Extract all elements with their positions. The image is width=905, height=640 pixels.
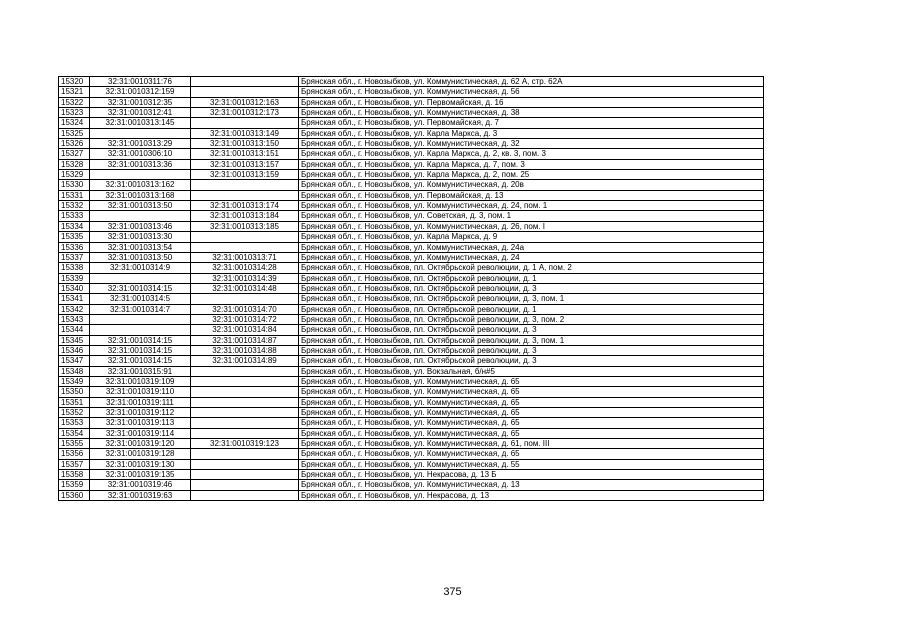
cadastral-number-cell: 32:31:0010312:41 (90, 108, 191, 118)
cadastral-number-cell: 32:31:0010313:162 (90, 180, 191, 190)
cadastral-number-cell: 32:31:0010313:50 (90, 201, 191, 211)
cadastral-number-cell: 32:31:0010314:15 (90, 345, 191, 355)
address-cell: Брянская обл., г. Новозыбков, пл. Октябрьской революции, д. 3 (299, 356, 764, 366)
related-cadastral-number-cell: 32:31:0010313:151 (191, 149, 299, 159)
table-row (59, 459, 764, 469)
address-cell: Брянская обл., г. Новозыбков, ул. Коммунистическая, д. 65 (299, 428, 764, 438)
related-cadastral-number-cell (191, 180, 299, 190)
cadastral-number-cell: 32:31:0010313:168 (90, 190, 191, 200)
row-number-cell: 15348 (59, 366, 90, 376)
table-row (59, 159, 764, 169)
related-cadastral-number-cell: 32:31:0010314:70 (191, 304, 299, 314)
table-row (59, 128, 764, 138)
row-number-cell: 15345 (59, 335, 90, 345)
table-row (59, 314, 764, 324)
address-cell: Брянская обл., г. Новозыбков, ул. Коммунистическая, д. 56 (299, 87, 764, 97)
table-row (59, 439, 764, 449)
table-row (59, 201, 764, 211)
row-number-cell: 15331 (59, 190, 90, 200)
address-cell: Брянская обл., г. Новозыбков, ул. Коммунистическая, д. 55 (299, 459, 764, 469)
related-cadastral-number-cell: 32:31:0010314:39 (191, 273, 299, 283)
address-cell: Брянская обл., г. Новозыбков, ул. Коммунистическая, д. 24а (299, 242, 764, 252)
address-cell: Брянская обл., г. Новозыбков, ул. Карла Маркса, д. 3 (299, 128, 764, 138)
related-cadastral-number-cell (191, 408, 299, 418)
related-cadastral-number-cell (191, 490, 299, 500)
table-row (59, 87, 764, 97)
address-cell: Брянская обл., г. Новозыбков, ул. Коммунистическая, д. 65 (299, 449, 764, 459)
row-number-cell: 15346 (59, 345, 90, 355)
related-cadastral-number-cell: 32:31:0010313:150 (191, 139, 299, 149)
address-cell: Брянская обл., г. Новозыбков, ул. Коммунистическая, д. 38 (299, 108, 764, 118)
address-cell: Брянская обл., г. Новозыбков, ул. Первомайская, д. 13 (299, 190, 764, 200)
cadastral-number-cell: 32:31:0010314:15 (90, 283, 191, 293)
row-number-cell: 15356 (59, 449, 90, 459)
row-number-cell: 15322 (59, 97, 90, 107)
cadastral-number-cell: 32:31:0010319:111 (90, 397, 191, 407)
address-cell: Брянская обл., г. Новозыбков, ул. Коммунистическая, д. 65 (299, 418, 764, 428)
row-number-cell: 15336 (59, 242, 90, 252)
cadastral-number-cell: 32:31:0010319:120 (90, 439, 191, 449)
row-number-cell: 15347 (59, 356, 90, 366)
table-row (59, 387, 764, 397)
related-cadastral-number-cell (191, 387, 299, 397)
address-cell: Брянская обл., г. Новозыбков, пл. Октябрьской революции, д. 3 (299, 325, 764, 335)
cadastral-number-cell: 32:31:0010319:46 (90, 480, 191, 490)
table-row (59, 118, 764, 128)
row-number-cell: 15341 (59, 294, 90, 304)
row-number-cell: 15339 (59, 273, 90, 283)
related-cadastral-number-cell: 32:31:0010313:159 (191, 170, 299, 180)
related-cadastral-number-cell: 32:31:0010314:84 (191, 325, 299, 335)
page-number: 375 (443, 586, 462, 598)
address-cell: Брянская обл., г. Новозыбков, пл. Октябрьской революции, д. 3, пом. 1 (299, 335, 764, 345)
row-number-cell: 15324 (59, 118, 90, 128)
cadastral-number-cell: 32:31:0010319:113 (90, 418, 191, 428)
row-number-cell: 15350 (59, 387, 90, 397)
row-number-cell: 15344 (59, 325, 90, 335)
address-cell: Брянская обл., г. Новозыбков, ул. Коммунистическая, д. 65 (299, 376, 764, 386)
row-number-cell: 15353 (59, 418, 90, 428)
related-cadastral-number-cell (191, 376, 299, 386)
cadastral-number-cell: 32:31:0010313:29 (90, 139, 191, 149)
table-row (59, 304, 764, 314)
address-cell: Брянская обл., г. Новозыбков, ул. Коммунистическая, д. 61, пом. III (299, 439, 764, 449)
cadastral-number-cell (90, 211, 191, 221)
table-row (59, 376, 764, 386)
row-number-cell: 15354 (59, 428, 90, 438)
table-row (59, 232, 764, 242)
related-cadastral-number-cell: 32:31:0010313:184 (191, 211, 299, 221)
cadastral-number-cell: 32:31:0010314:7 (90, 304, 191, 314)
row-number-cell: 15333 (59, 211, 90, 221)
address-cell: Брянская обл., г. Новозыбков, ул. Коммунистическая, д. 32 (299, 139, 764, 149)
table-row (59, 428, 764, 438)
row-number-cell: 15337 (59, 252, 90, 262)
row-number-cell: 15326 (59, 139, 90, 149)
table-row (59, 77, 764, 87)
table-row (59, 97, 764, 107)
address-cell: Брянская обл., г. Новозыбков, ул. Некрасова, д. 13 Б (299, 470, 764, 480)
related-cadastral-number-cell: 32:31:0010313:149 (191, 128, 299, 138)
row-number-cell: 15359 (59, 480, 90, 490)
table-row (59, 190, 764, 200)
address-cell: Брянская обл., г. Новозыбков, ул. Карла Маркса, д. 2, пом. 25 (299, 170, 764, 180)
row-number-cell: 15325 (59, 128, 90, 138)
row-number-cell: 15349 (59, 376, 90, 386)
address-cell: Брянская обл., г. Новозыбков, ул. Коммунистическая, д. 65 (299, 387, 764, 397)
related-cadastral-number-cell (191, 459, 299, 469)
table-row (59, 170, 764, 180)
address-cell: Брянская обл., г. Новозыбков, ул. Карла Маркса, д. 9 (299, 232, 764, 242)
related-cadastral-number-cell (191, 470, 299, 480)
cadastral-number-cell: 32:31:0010319:112 (90, 408, 191, 418)
cadastral-number-cell: 32:31:0010311:76 (90, 77, 191, 87)
related-cadastral-number-cell (191, 366, 299, 376)
address-cell: Брянская обл., г. Новозыбков, пл. Октябрьской революции, д. 1 (299, 273, 764, 283)
row-number-cell: 15329 (59, 170, 90, 180)
address-cell: Брянская обл., г. Новозыбков, ул. Коммунистическая, д. 62 А, стр. 62А (299, 77, 764, 87)
address-cell: Брянская обл., г. Новозыбков, ул. Коммунистическая, д. 20в (299, 180, 764, 190)
table-row (59, 397, 764, 407)
cadastral-number-cell: 32:31:0010314:15 (90, 356, 191, 366)
row-number-cell: 15320 (59, 77, 90, 87)
row-number-cell: 15351 (59, 397, 90, 407)
related-cadastral-number-cell (191, 480, 299, 490)
cadastral-number-cell (90, 325, 191, 335)
table-body (59, 77, 764, 501)
address-cell: Брянская обл., г. Новозыбков, ул. Первомайская, д. 7 (299, 118, 764, 128)
table-row (59, 356, 764, 366)
related-cadastral-number-cell (191, 418, 299, 428)
row-number-cell: 15335 (59, 232, 90, 242)
address-cell: Брянская обл., г. Новозыбков, ул. Коммунистическая, д. 26, пом. I (299, 221, 764, 231)
cadastral-number-cell: 32:31:0010313:50 (90, 252, 191, 262)
table-row (59, 242, 764, 252)
cadastral-number-cell: 32:31:0010313:46 (90, 221, 191, 231)
related-cadastral-number-cell: 32:31:0010314:87 (191, 335, 299, 345)
row-number-cell: 15323 (59, 108, 90, 118)
address-cell: Брянская обл., г. Новозыбков, ул. Вокзальная, б/н#5 (299, 366, 764, 376)
row-number-cell: 15327 (59, 149, 90, 159)
related-cadastral-number-cell: 32:31:0010312:163 (191, 97, 299, 107)
address-cell: Брянская обл., г. Новозыбков, ул. Карла Маркса, д. 2, кв. 3, пом. 3 (299, 149, 764, 159)
cadastral-number-cell: 32:31:0010313:145 (90, 118, 191, 128)
table-row (59, 480, 764, 490)
row-number-cell: 15358 (59, 470, 90, 480)
table-row (59, 283, 764, 293)
related-cadastral-number-cell (191, 294, 299, 304)
address-cell: Брянская обл., г. Новозыбков, ул. Некрасова, д. 13 (299, 490, 764, 500)
related-cadastral-number-cell: 32:31:0010313:174 (191, 201, 299, 211)
address-cell: Брянская обл., г. Новозыбков, пл. Октябрьской революции, д. 1 (299, 304, 764, 314)
row-number-cell: 15355 (59, 439, 90, 449)
cadastral-number-cell: 32:31:0010306:10 (90, 149, 191, 159)
related-cadastral-number-cell (191, 118, 299, 128)
related-cadastral-number-cell: 32:31:0010313:185 (191, 221, 299, 231)
cadastral-number-cell: 32:31:0010314:5 (90, 294, 191, 304)
address-cell: Брянская обл., г. Новозыбков, ул. Первомайская, д. 16 (299, 97, 764, 107)
address-cell: Брянская обл., г. Новозыбков, пл. Октябрьской революции, д. 3, пом. 1 (299, 294, 764, 304)
cadastral-number-cell: 32:31:0010319:130 (90, 459, 191, 469)
cadastral-number-cell: 32:31:0010313:30 (90, 232, 191, 242)
table-row (59, 273, 764, 283)
related-cadastral-number-cell: 32:31:0010313:157 (191, 159, 299, 169)
table-row (59, 252, 764, 262)
table-row (59, 149, 764, 159)
cadastral-table (58, 76, 764, 501)
address-cell: Брянская обл., г. Новозыбков, ул. Коммунистическая, д. 24, пом. 1 (299, 201, 764, 211)
table-row (59, 180, 764, 190)
row-number-cell: 15321 (59, 87, 90, 97)
related-cadastral-number-cell: 32:31:0010314:48 (191, 283, 299, 293)
table-row (59, 221, 764, 231)
cadastral-number-cell: 32:31:0010319:128 (90, 449, 191, 459)
row-number-cell: 15330 (59, 180, 90, 190)
address-cell: Брянская обл., г. Новозыбков, пл. Октябрьской революции, д. 1 А, пом. 2 (299, 263, 764, 273)
related-cadastral-number-cell (191, 232, 299, 242)
address-cell: Брянская обл., г. Новозыбков, ул. Советская, д. 3, пом. 1 (299, 211, 764, 221)
cadastral-number-cell (90, 128, 191, 138)
row-number-cell: 15332 (59, 201, 90, 211)
address-cell: Брянская обл., г. Новозыбков, ул. Коммунистическая, д. 65 (299, 397, 764, 407)
related-cadastral-number-cell (191, 428, 299, 438)
related-cadastral-number-cell (191, 190, 299, 200)
cadastral-number-cell: 32:31:0010313:36 (90, 159, 191, 169)
related-cadastral-number-cell: 32:31:0010314:72 (191, 314, 299, 324)
address-cell: Брянская обл., г. Новозыбков, пл. Октябрьской революции, д. 3 (299, 345, 764, 355)
cadastral-number-cell: 32:31:0010312:159 (90, 87, 191, 97)
cadastral-number-cell: 32:31:0010319:135 (90, 470, 191, 480)
row-number-cell: 15338 (59, 263, 90, 273)
table-row (59, 211, 764, 221)
cadastral-number-cell: 32:31:0010319:110 (90, 387, 191, 397)
table-row (59, 490, 764, 500)
related-cadastral-number-cell: 32:31:0010314:28 (191, 263, 299, 273)
address-cell: Брянская обл., г. Новозыбков, ул. Карла Маркса, д. 7, пом. 3 (299, 159, 764, 169)
row-number-cell: 15328 (59, 159, 90, 169)
table-row (59, 449, 764, 459)
cadastral-number-cell (90, 170, 191, 180)
cadastral-number-cell (90, 273, 191, 283)
related-cadastral-number-cell (191, 449, 299, 459)
address-cell: Брянская обл., г. Новозыбков, ул. Коммунистическая, д. 13 (299, 480, 764, 490)
cadastral-number-cell: 32:31:0010314:9 (90, 263, 191, 273)
table-row (59, 470, 764, 480)
row-number-cell: 15340 (59, 283, 90, 293)
table-row (59, 418, 764, 428)
row-number-cell: 15343 (59, 314, 90, 324)
cadastral-number-cell: 32:31:0010319:63 (90, 490, 191, 500)
cadastral-number-cell: 32:31:0010313:54 (90, 242, 191, 252)
related-cadastral-number-cell (191, 242, 299, 252)
related-cadastral-number-cell (191, 77, 299, 87)
table-row (59, 408, 764, 418)
table-row (59, 335, 764, 345)
address-cell: Брянская обл., г. Новозыбков, ул. Коммунистическая, д. 24 (299, 252, 764, 262)
related-cadastral-number-cell (191, 397, 299, 407)
table-row (59, 263, 764, 273)
related-cadastral-number-cell: 32:31:0010312:173 (191, 108, 299, 118)
table-row (59, 294, 764, 304)
row-number-cell: 15342 (59, 304, 90, 314)
address-cell: Брянская обл., г. Новозыбков, ул. Коммунистическая, д. 65 (299, 408, 764, 418)
row-number-cell: 15352 (59, 408, 90, 418)
address-cell: Брянская обл., г. Новозыбков, пл. Октябрьской революции, д. 3, пом. 2 (299, 314, 764, 324)
row-number-cell: 15360 (59, 490, 90, 500)
row-number-cell: 15357 (59, 459, 90, 469)
related-cadastral-number-cell: 32:31:0010314:88 (191, 345, 299, 355)
table-row (59, 108, 764, 118)
cadastral-number-cell: 32:31:0010319:114 (90, 428, 191, 438)
related-cadastral-number-cell: 32:31:0010314:89 (191, 356, 299, 366)
row-number-cell: 15334 (59, 221, 90, 231)
cadastral-number-cell: 32:31:0010315:91 (90, 366, 191, 376)
table-row (59, 345, 764, 355)
related-cadastral-number-cell: 32:31:0010313:71 (191, 252, 299, 262)
table-row (59, 325, 764, 335)
related-cadastral-number-cell (191, 87, 299, 97)
cadastral-number-cell: 32:31:0010319:109 (90, 376, 191, 386)
table-row (59, 139, 764, 149)
table-row (59, 366, 764, 376)
cadastral-number-cell (90, 314, 191, 324)
cadastral-number-cell: 32:31:0010314:15 (90, 335, 191, 345)
cadastral-number-cell: 32:31:0010312:35 (90, 97, 191, 107)
address-cell: Брянская обл., г. Новозыбков, пл. Октябрьской революции, д. 3 (299, 283, 764, 293)
related-cadastral-number-cell: 32:31:0010319:123 (191, 439, 299, 449)
